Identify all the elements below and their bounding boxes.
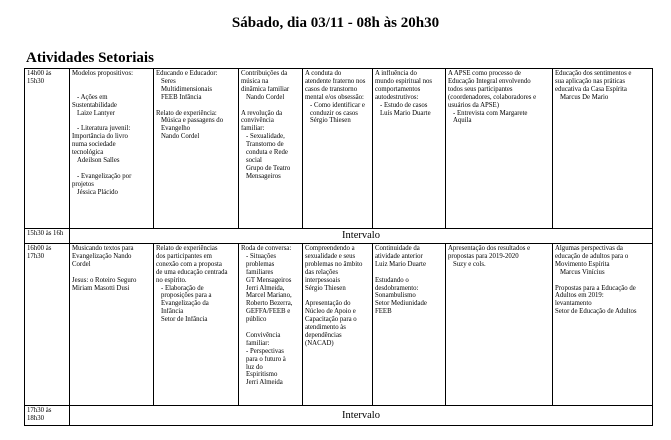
activity-line: A revolução da	[241, 109, 283, 117]
activity-line: Capacitação para o	[305, 316, 357, 324]
activity-cell	[154, 69, 239, 229]
activity-line: Evangelização da	[161, 300, 209, 308]
spacer	[241, 324, 300, 332]
activity-line: conduzir os casos	[310, 109, 358, 117]
activity-line: levantamento	[555, 300, 592, 308]
section-heading: Atividades Setoriais	[26, 50, 154, 66]
activity-line: Educação dos sentimentos e	[555, 70, 632, 77]
activity-line: atividade anterior	[375, 252, 423, 260]
activity-line: Marcus Vinícius	[560, 268, 605, 276]
activity-line: Evangelização Nando	[72, 252, 132, 260]
activity-line: Espiritismo	[246, 371, 278, 379]
activity-line: - Ações em	[77, 93, 108, 101]
activity-line: Adeilson Salles	[77, 156, 120, 164]
activity-line: Sérgio Thiesen	[305, 284, 346, 292]
time-cell	[25, 229, 70, 244]
activity-line: familiar:	[246, 339, 270, 347]
activity-line: Jerri Almeida,	[246, 284, 285, 292]
spacer	[72, 86, 151, 94]
activity-line: Estudando o	[375, 276, 409, 284]
spacer	[375, 269, 443, 277]
activity-line: Educação Integral envolvendo	[448, 77, 531, 85]
spacer	[72, 117, 151, 125]
activity-line: das relações	[305, 268, 339, 276]
activity-line: no espírito.	[156, 276, 187, 284]
activity-line: Cordel	[72, 260, 91, 268]
activity-line: sua aplicação nas práticas	[555, 77, 626, 85]
time-cell	[25, 244, 70, 406]
activity-line: Adultos em 2019:	[555, 292, 604, 300]
table-row	[25, 229, 653, 244]
activity-line: problemas	[246, 260, 275, 268]
activity-line: dos participantes em	[156, 252, 212, 260]
activity-line: interpessoais	[305, 276, 341, 284]
activity-line: Miriam Masotti Dusi	[72, 284, 130, 292]
activity-line: Multidimensionais	[161, 85, 212, 93]
time-cell	[25, 406, 70, 426]
activity-line: Grupo de Teatro	[246, 164, 291, 172]
table-row	[25, 406, 653, 426]
activity-line: atendente fraterno nos	[305, 77, 366, 85]
activity-line: para o futuro à	[246, 355, 286, 363]
schedule-table	[24, 68, 653, 426]
activity-line: mundo espiritual nos	[375, 77, 433, 85]
spacer	[305, 292, 370, 300]
activity-cell	[303, 69, 373, 229]
activity-line: Jéssica Plácido	[77, 188, 118, 196]
activity-line: familiar:	[241, 125, 265, 133]
activity-line: - Elaboração de	[161, 284, 204, 292]
activity-line: Luís Mario Duarte	[380, 109, 431, 117]
activity-line: educação de adultos para o	[555, 252, 629, 260]
activity-cell	[553, 69, 653, 229]
activity-line: GEFFA/FEEB e	[246, 308, 291, 316]
activity-cell	[239, 69, 303, 229]
activity-line: Apresentação dos resultados e	[448, 245, 531, 252]
activity-line: Importância do livro	[72, 133, 128, 141]
spacer	[72, 78, 151, 86]
activity-line: Infância	[161, 308, 184, 316]
activity-line: FEEB	[375, 308, 392, 316]
activity-line: Roberto Bezerra,	[246, 300, 293, 308]
activity-line: Algumas perspectivas da	[555, 245, 623, 252]
break-label: Intervalo	[70, 229, 653, 244]
activity-line: problemas no âmbito	[305, 260, 363, 268]
activity-line: Transtorno de	[246, 141, 284, 149]
time-line: 14h00 às	[27, 70, 52, 77]
activity-line: Suzy e cols.	[453, 260, 486, 268]
activity-line: sexualidade e seus	[305, 252, 356, 260]
spacer	[241, 102, 300, 110]
activity-line: Roda de conversa:	[241, 245, 292, 252]
activity-line: Continuidade da	[375, 245, 420, 252]
activity-line: Luiz Mario Duarte	[375, 260, 426, 268]
activity-line: Música e passagens do	[161, 117, 224, 125]
activity-line: dinâmica familiar	[241, 85, 290, 93]
activity-line: - Evangelização por	[77, 172, 132, 180]
activity-line: Jerri Almeida	[246, 379, 283, 387]
activity-line: todos seus participantes	[448, 85, 513, 93]
activity-line: (NACAD)	[305, 339, 334, 347]
activity-cell	[446, 244, 553, 406]
activity-line: Sérgio Thiesen	[310, 117, 351, 125]
activity-line: (coordenadores, colaboradores e	[448, 93, 537, 101]
activity-line: A APSE como processo de	[448, 70, 521, 77]
activity-line: A conduta do	[305, 70, 342, 77]
table-row	[25, 244, 653, 406]
activity-line: Apresentação do	[305, 300, 351, 308]
activity-cell	[373, 69, 446, 229]
activity-cell	[70, 69, 154, 229]
activity-line: social	[246, 156, 262, 164]
activity-line: Nando Cordel	[246, 93, 285, 101]
activity-line: Educando e Educador:	[156, 70, 218, 77]
activity-line: Sustentabilidade	[72, 101, 117, 109]
activity-line: - Situações	[246, 252, 277, 260]
activity-line: Núcleo de Apoio e	[305, 308, 356, 316]
activity-line: conexão com a proposta	[156, 260, 222, 268]
activity-line: - Sexualidade,	[246, 133, 285, 141]
activity-cell	[239, 244, 303, 406]
activity-line: Contribuições da	[241, 70, 288, 77]
activity-line: Modelos propositivos:	[72, 70, 133, 77]
activity-line: proposições para a	[161, 292, 212, 300]
activity-line: Compreendendo a	[305, 245, 355, 252]
activity-line: Movimento Espírita	[555, 260, 610, 268]
activity-cell	[446, 69, 553, 229]
activity-line: atendimento às	[305, 324, 346, 332]
spacer	[72, 269, 151, 277]
activity-line: convivência	[241, 117, 274, 125]
activity-line: autodestrutivos:	[375, 93, 419, 101]
activity-line: educativa da Casa Espírita	[555, 85, 627, 93]
activity-line: - Perspectivas	[246, 347, 284, 355]
spacer	[555, 277, 650, 285]
activity-line: Laize Lantyer	[77, 109, 115, 117]
activity-line: público	[246, 316, 267, 324]
activity-line: Setor de Educação de Adultos	[555, 308, 637, 316]
activity-line: - Entrevista com Margarete	[453, 109, 528, 117]
time-line: 15h30	[27, 77, 44, 85]
time-line: 15h30 às 16h	[27, 230, 64, 237]
time-line: 16h00 às	[27, 245, 52, 252]
spacer	[156, 102, 236, 110]
activity-line: dependências	[305, 331, 342, 339]
activity-line: - Como identificar e	[310, 101, 365, 109]
activity-line: Jesus: o Roteiro Seguro	[72, 276, 137, 284]
activity-line: Propostas para a Educação de	[555, 284, 636, 292]
time-line: 18h30	[27, 414, 44, 422]
activity-line: Setor de Infância	[161, 316, 208, 324]
activity-line: tecnológica	[72, 149, 104, 157]
table-row	[25, 69, 653, 229]
activity-line: numa sociedade	[72, 141, 116, 149]
activity-line: Áquila	[453, 117, 472, 125]
activity-line: Seres	[161, 77, 176, 85]
activity-line: mental e/os obsessão:	[305, 93, 364, 101]
activity-line: - Estudo de casos	[380, 101, 428, 109]
activity-line: Marcel Mariano,	[246, 292, 292, 300]
activity-line: GT Mensageiros	[246, 276, 292, 284]
activity-line: A influência do	[375, 70, 417, 77]
time-line: 17h30	[27, 252, 44, 260]
activity-line: familiares	[246, 268, 274, 276]
activity-line: Marcus De Mario	[560, 93, 609, 101]
activity-cell	[303, 244, 373, 406]
activity-line: Musicando textos para	[72, 245, 134, 252]
activity-line: Mensageiros	[246, 172, 281, 180]
activity-line: Relato de experiências	[156, 245, 218, 252]
activity-line: propostas para 2019-2020	[448, 252, 519, 260]
activity-line: de uma educação centrada	[156, 268, 228, 276]
activity-line: Convivência	[246, 331, 281, 339]
activity-line: FEEB Infância	[161, 93, 202, 101]
activity-line: desdobramento:	[375, 284, 419, 292]
activity-cell	[553, 244, 653, 406]
page-title: Sábado, dia 03/11 - 08h às 20h30	[231, 15, 440, 31]
spacer	[72, 165, 151, 173]
activity-line: Nando Cordel	[161, 133, 200, 141]
activity-line: Evangelho	[161, 125, 191, 133]
activity-line: - Literatura juvenil:	[77, 125, 131, 133]
activity-line: projetos	[72, 180, 94, 188]
activity-line: casos de transtorno	[305, 85, 358, 93]
activity-cell	[154, 244, 239, 406]
activity-cell	[373, 244, 446, 406]
time-line: 17h30 às	[27, 407, 52, 414]
activity-line: Setor Mediunidade	[375, 300, 427, 308]
activity-cell	[70, 244, 154, 406]
activity-line: conduta e Rede	[246, 149, 288, 157]
activity-line: música na	[241, 77, 269, 85]
break-label: Intervalo	[70, 406, 653, 426]
activity-line: luz do	[246, 363, 263, 371]
activity-line: Relato de experiência:	[156, 109, 217, 117]
activity-line: comportamentos	[375, 85, 421, 93]
time-cell	[25, 69, 70, 229]
activity-line: Sonambulismo	[375, 292, 416, 300]
activity-line: usuários da APSE)	[448, 101, 499, 109]
